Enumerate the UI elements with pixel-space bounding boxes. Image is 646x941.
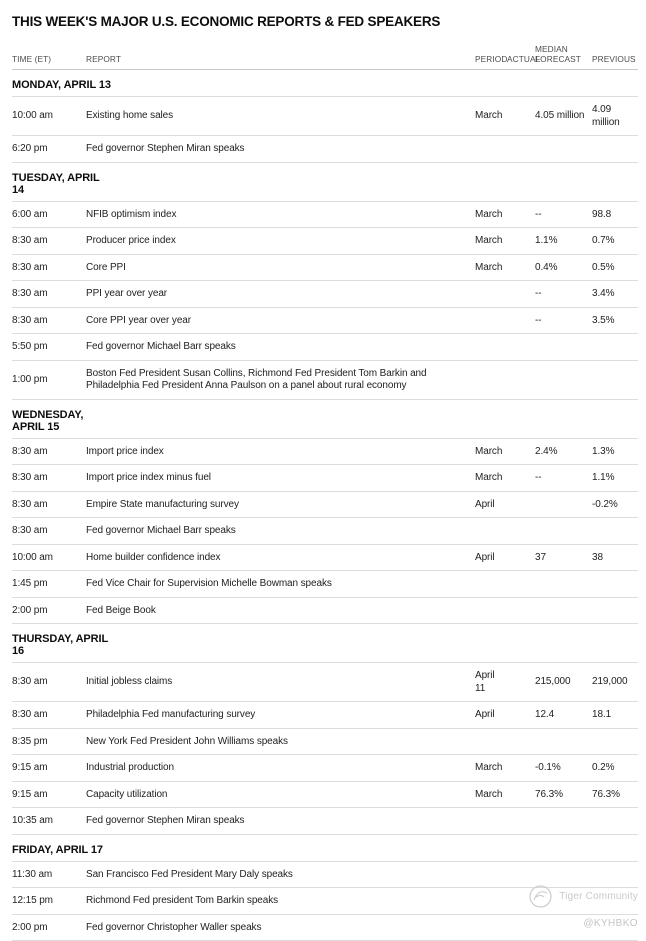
cell-period — [475, 571, 507, 598]
cell-median-forecast: -- — [535, 307, 592, 334]
cell-time: 8:30 am — [12, 663, 86, 702]
table-row — [12, 702, 638, 729]
cell-time: 9:15 am — [12, 781, 86, 808]
cell-period: April — [475, 544, 507, 571]
cell-report: PPI year over year — [86, 281, 475, 308]
cell-report: Fed governor Stephen Miran speaks — [86, 136, 475, 163]
cell-time: 8:30 am — [12, 438, 86, 465]
cell-median-forecast — [535, 728, 592, 755]
cell-median-forecast — [535, 808, 592, 835]
cell-time: 8:30 am — [12, 228, 86, 255]
cell-actual — [507, 702, 535, 729]
cell-time: 8:30 am — [12, 254, 86, 281]
cell-time: 2:00 pm — [12, 914, 86, 941]
section-day-cell — [12, 162, 638, 201]
section-row — [12, 70, 638, 97]
cell-previous — [592, 136, 638, 163]
cell-previous — [592, 518, 638, 545]
cell-actual — [507, 438, 535, 465]
cell-previous: 219,000 — [592, 663, 638, 702]
cell-median-forecast — [535, 597, 592, 624]
cell-period — [475, 808, 507, 835]
cell-previous: 18.1 — [592, 702, 638, 729]
cell-actual — [507, 597, 535, 624]
cell-period — [475, 597, 507, 624]
cell-period — [475, 888, 507, 915]
cell-actual — [507, 465, 535, 492]
table-row — [12, 914, 638, 941]
cell-report: Fed governor Michael Barr speaks — [86, 518, 475, 545]
cell-actual — [507, 360, 535, 399]
section-row — [12, 624, 638, 663]
cell-actual — [507, 755, 535, 782]
cell-report: Core PPI — [86, 254, 475, 281]
cell-period — [475, 914, 507, 941]
cell-report: San Francisco Fed President Mary Daly speaks — [86, 861, 475, 888]
cell-period: March — [475, 201, 507, 228]
section-row — [12, 162, 638, 201]
cell-period — [475, 136, 507, 163]
cell-median-forecast: 37 — [535, 544, 592, 571]
table-row — [12, 307, 638, 334]
cell-time: 8:30 am — [12, 702, 86, 729]
cell-report: Industrial production — [86, 755, 475, 782]
cell-actual — [507, 571, 535, 598]
cell-period — [475, 360, 507, 399]
cell-report: Fed governor Stephen Miran speaks — [86, 808, 475, 835]
cell-previous — [592, 888, 638, 915]
cell-actual — [507, 781, 535, 808]
cell-period: March — [475, 254, 507, 281]
table-row — [12, 597, 638, 624]
cell-previous — [592, 360, 638, 399]
cell-median-forecast: 76.3% — [535, 781, 592, 808]
cell-report: Import price index — [86, 438, 475, 465]
cell-previous — [592, 597, 638, 624]
cell-previous: 0.5% — [592, 254, 638, 281]
table-row — [12, 861, 638, 888]
reports-table — [12, 45, 638, 941]
cell-report: Boston Fed President Susan Collins, Richmond Fed President Tom Barkin and Philadelphia Fed President Anna Paulson on a panel about rural economy — [86, 360, 475, 399]
cell-report: Capacity utilization — [86, 781, 475, 808]
table-row — [12, 97, 638, 136]
cell-median-forecast: 4.05 million — [535, 97, 592, 136]
cell-median-forecast — [535, 491, 592, 518]
section-day-label: TUESDAY, APRIL 14 — [12, 171, 100, 196]
cell-median-forecast: -- — [535, 201, 592, 228]
column-header-time: TIME (ET) — [12, 45, 86, 70]
cell-median-forecast — [535, 136, 592, 163]
cell-time: 8:30 am — [12, 465, 86, 492]
cell-report: Import price index minus fuel — [86, 465, 475, 492]
cell-actual — [507, 914, 535, 941]
cell-previous: 3.4% — [592, 281, 638, 308]
cell-actual — [507, 808, 535, 835]
page-title: THIS WEEK'S MAJOR U.S. ECONOMIC REPORTS & FED SPEAKERS — [12, 14, 441, 29]
cell-actual — [507, 136, 535, 163]
cell-period: March — [475, 228, 507, 255]
cell-actual — [507, 307, 535, 334]
cell-actual — [507, 97, 535, 136]
cell-median-forecast — [535, 914, 592, 941]
cell-time: 8:30 am — [12, 518, 86, 545]
table-row — [12, 465, 638, 492]
cell-period: March — [475, 781, 507, 808]
table-row — [12, 438, 638, 465]
cell-period — [475, 281, 507, 308]
watermark-handle: @KYHBKO — [583, 918, 638, 929]
table-row — [12, 491, 638, 518]
cell-actual — [507, 888, 535, 915]
section-row — [12, 399, 638, 438]
section-day-cell — [12, 624, 638, 663]
table-row — [12, 281, 638, 308]
cell-actual — [507, 491, 535, 518]
cell-median-forecast: -- — [535, 465, 592, 492]
cell-report: Core PPI year over year — [86, 307, 475, 334]
cell-time: 6:00 am — [12, 201, 86, 228]
table-header — [12, 45, 638, 70]
cell-median-forecast: 215,000 — [535, 663, 592, 702]
cell-previous: 1.3% — [592, 438, 638, 465]
cell-time: 8:30 am — [12, 307, 86, 334]
table-row — [12, 663, 638, 702]
cell-report: Existing home sales — [86, 97, 475, 136]
cell-median-forecast — [535, 360, 592, 399]
table-row — [12, 755, 638, 782]
cell-period: April — [475, 491, 507, 518]
cell-actual — [507, 518, 535, 545]
cell-period: March — [475, 97, 507, 136]
cell-previous: 3.5% — [592, 307, 638, 334]
cell-median-forecast — [535, 334, 592, 361]
cell-median-forecast — [535, 571, 592, 598]
table-row — [12, 544, 638, 571]
column-header-report: REPORT — [86, 45, 475, 70]
cell-median-forecast: 12.4 — [535, 702, 592, 729]
cell-previous: 0.7% — [592, 228, 638, 255]
section-day-label: FRIDAY, APRIL 17 — [12, 843, 103, 856]
cell-time: 1:45 pm — [12, 571, 86, 598]
cell-actual — [507, 228, 535, 255]
cell-actual — [507, 663, 535, 702]
header-row — [12, 45, 638, 70]
cell-report: NFIB optimism index — [86, 201, 475, 228]
cell-previous: 98.8 — [592, 201, 638, 228]
section-row — [12, 834, 638, 861]
cell-actual — [507, 728, 535, 755]
section-day-cell — [12, 834, 638, 861]
cell-actual — [507, 334, 535, 361]
cell-report: New York Fed President John Williams speaks — [86, 728, 475, 755]
cell-actual — [507, 544, 535, 571]
table-row — [12, 334, 638, 361]
cell-median-forecast — [535, 518, 592, 545]
column-header-period: PERIOD — [475, 45, 507, 70]
section-day-label: WEDNESDAY, APRIL 15 — [12, 408, 84, 433]
cell-time: 8:30 am — [12, 281, 86, 308]
cell-time: 11:30 am — [12, 861, 86, 888]
cell-report: Fed Beige Book — [86, 597, 475, 624]
cell-period — [475, 307, 507, 334]
cell-report: Philadelphia Fed manufacturing survey — [86, 702, 475, 729]
cell-time: 1:00 pm — [12, 360, 86, 399]
cell-period: April 11 — [475, 663, 507, 702]
cell-previous — [592, 808, 638, 835]
cell-previous — [592, 914, 638, 941]
cell-median-forecast: 0.4% — [535, 254, 592, 281]
cell-period: April — [475, 702, 507, 729]
table-row — [12, 254, 638, 281]
cell-time: 8:30 am — [12, 491, 86, 518]
cell-period: March — [475, 755, 507, 782]
cell-period: March — [475, 438, 507, 465]
cell-previous: 4.09 million — [592, 97, 638, 136]
table-row — [12, 571, 638, 598]
section-day-label: THURSDAY, APRIL 16 — [12, 633, 108, 657]
column-header-median-forecast: MEDIAN FORECAST — [535, 45, 592, 70]
cell-time: 5:50 pm — [12, 334, 86, 361]
cell-time: 12:15 pm — [12, 888, 86, 915]
cell-report: Fed governor Michael Barr speaks — [86, 334, 475, 361]
column-header-actual: ACTUAL — [507, 45, 535, 70]
cell-report: Richmond Fed president Tom Barkin speaks — [86, 888, 475, 915]
section-day-cell — [12, 399, 638, 438]
cell-previous: 0.2% — [592, 755, 638, 782]
table-row — [12, 728, 638, 755]
cell-previous: -0.2% — [592, 491, 638, 518]
cell-previous: 76.3% — [592, 781, 638, 808]
cell-median-forecast — [535, 861, 592, 888]
table-row — [12, 201, 638, 228]
section-day-cell — [12, 70, 638, 97]
section-day-label: MONDAY, APRIL 13 — [12, 79, 111, 91]
cell-previous — [592, 861, 638, 888]
cell-actual — [507, 281, 535, 308]
cell-time: 10:00 am — [12, 544, 86, 571]
reports-table-body — [12, 70, 638, 941]
cell-previous: 38 — [592, 544, 638, 571]
cell-report: Fed Vice Chair for Supervision Michelle Bowman speaks — [86, 571, 475, 598]
cell-previous — [592, 571, 638, 598]
cell-time: 10:00 am — [12, 97, 86, 136]
cell-period — [475, 861, 507, 888]
cell-median-forecast: 2.4% — [535, 438, 592, 465]
cell-time: 8:35 pm — [12, 728, 86, 755]
cell-median-forecast: -- — [535, 281, 592, 308]
cell-report: Fed governor Christopher Waller speaks — [86, 914, 475, 941]
cell-previous — [592, 334, 638, 361]
cell-previous — [592, 728, 638, 755]
table-row — [12, 808, 638, 835]
cell-time: 6:20 pm — [12, 136, 86, 163]
cell-report: Initial jobless claims — [86, 663, 475, 702]
cell-time: 10:35 am — [12, 808, 86, 835]
table-row — [12, 136, 638, 163]
table-row — [12, 228, 638, 255]
cell-median-forecast: -0.1% — [535, 755, 592, 782]
cell-time: 2:00 pm — [12, 597, 86, 624]
table-row — [12, 781, 638, 808]
cell-report: Empire State manufacturing survey — [86, 491, 475, 518]
table-row — [12, 888, 638, 915]
cell-report: Producer price index — [86, 228, 475, 255]
cell-median-forecast: 1.1% — [535, 228, 592, 255]
cell-median-forecast — [535, 888, 592, 915]
table-row — [12, 360, 638, 399]
cell-previous: 1.1% — [592, 465, 638, 492]
table-row — [12, 518, 638, 545]
cell-actual — [507, 201, 535, 228]
column-header-previous: PREVIOUS — [592, 45, 638, 70]
cell-period: March — [475, 465, 507, 492]
cell-period — [475, 334, 507, 361]
cell-actual — [507, 861, 535, 888]
cell-actual — [507, 254, 535, 281]
cell-period — [475, 518, 507, 545]
cell-report: Home builder confidence index — [86, 544, 475, 571]
cell-time: 9:15 am — [12, 755, 86, 782]
watermark-community-label: Tiger Community — [559, 891, 638, 902]
cell-period — [475, 728, 507, 755]
